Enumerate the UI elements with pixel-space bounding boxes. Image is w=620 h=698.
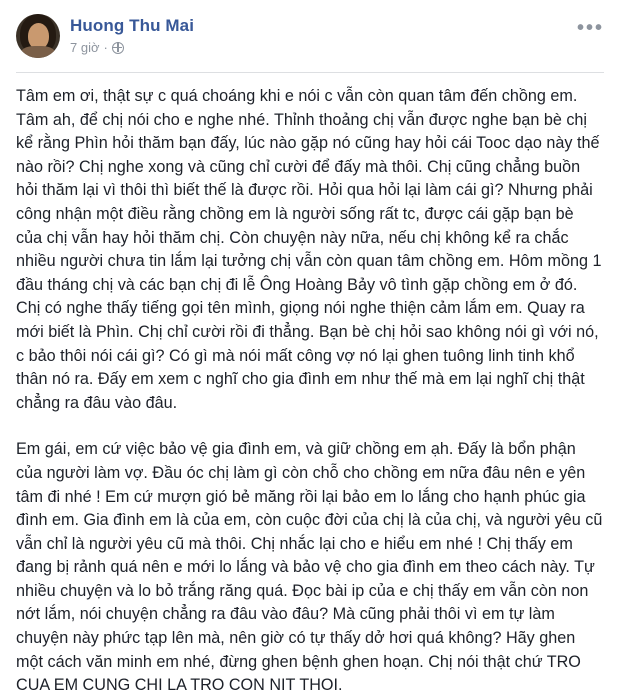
post-timestamp[interactable]: 7 giờ bbox=[70, 40, 100, 55]
post-body bbox=[0, 73, 620, 698]
author-name[interactable]: Huong Thu Mai bbox=[70, 16, 195, 35]
post-meta bbox=[70, 40, 604, 55]
post-paragraph: Em gái, em cứ việc bảo vệ gia đình em, và giữ chồng em ạh. Đấy là bổn phận của người làm vợ. Đầu óc chị làm gì còn chỗ cho chồng em nữa đâu nên e yên tâm đi nhé ! Em cứ mượn gió bẻ măng rồi lại bảo em lo lắng cho hạnh phúc gia đình em. Gia đình em là của em, còn cuộc đời của chị là của chị, và người yêu cũ vẫn chỉ là người yêu cũ mà thôi. Chị nhắc lại cho e hiểu em nhé ! Chị thấy em đang bị rảnh quá nên e mới lo lắng và bảo vệ cho gia đình em theo cách này. Tự nhiều chuyện và lo bỏ trắng răng quá. Đọc bài ip của e chị thấy em vẫn còn non nớt lắm, nói chuyện chẳng ra đâu vào đâu? Mà cũng phải thôi vì em tự làm chuyện này phức tạp lên mà, nên giờ có tự thấy dở hơi quá không? Hãy ghen một cách văn minh em nhé, đừng ghen bệnh ghen hoạn. Chị nói thật chứ TRO CUA EM CUNG CHI LA TRO CON NIT THOI. bbox=[16, 440, 603, 695]
more-options-icon[interactable]: ••• bbox=[576, 17, 604, 39]
post-header-text bbox=[70, 14, 604, 55]
globe-icon[interactable] bbox=[112, 42, 124, 54]
meta-separator: · bbox=[103, 40, 108, 55]
avatar[interactable] bbox=[16, 14, 60, 58]
post-paragraph: Tâm em ơi, thật sự c quá choáng khi e nói c vẫn còn quan tâm đến chồng em. Tâm ah, để chị nói cho e nghe nhé. Thỉnh thoảng chị vẫn được nghe bạn bè chị kể rằng Phìn hỏi thăm bạn đấy, lúc nào gặp nó cũng hay hỏi cái Tooc dạo này thế nào rồi? Chị nghe xong và cũng chỉ cười để đấy mà thôi. Chị cũng chẳng buồn hỏi thăm lại vì thôi thì biết thế là được rồi. Hỏi qua hỏi lại làm cái gì? Nhưng phải công nhận một điều rằng chồng em là người sống rất tc, được cái gặp bạn bè của chị vẫn hay hỏi thăm chị. Còn chuyện này nữa, nếu chị không kể ra chắc nhiều người chưa tin lắm lại tưởng chị vẫn còn quan tâm chồng em. Hôm mồng 1 đầu tháng chị và các bạn chị đi lễ Ông Hoàng Bảy vô tình gặp chồng em ở đó. Chị có nghe thấy tiếng gọi tên mình, giọng nói nghe thiện cảm lắm em. Quay ra mới biết là Phìn. Chị chỉ cười rồi đi thẳng. Bạn bè chị hỏi sao không nói gì với nó, c bảo thôi nói cái gì? Có gì mà nói mất công vợ nó lại ghen tuông linh tinh khổ thân nó ra. Đấy em xem c nghĩ cho gia đình em như thế mà em lại nghĩ chị thật chẳng ra đâu vào đâu. bbox=[16, 87, 602, 412]
post-header bbox=[0, 0, 620, 62]
avatar-body bbox=[21, 46, 55, 58]
